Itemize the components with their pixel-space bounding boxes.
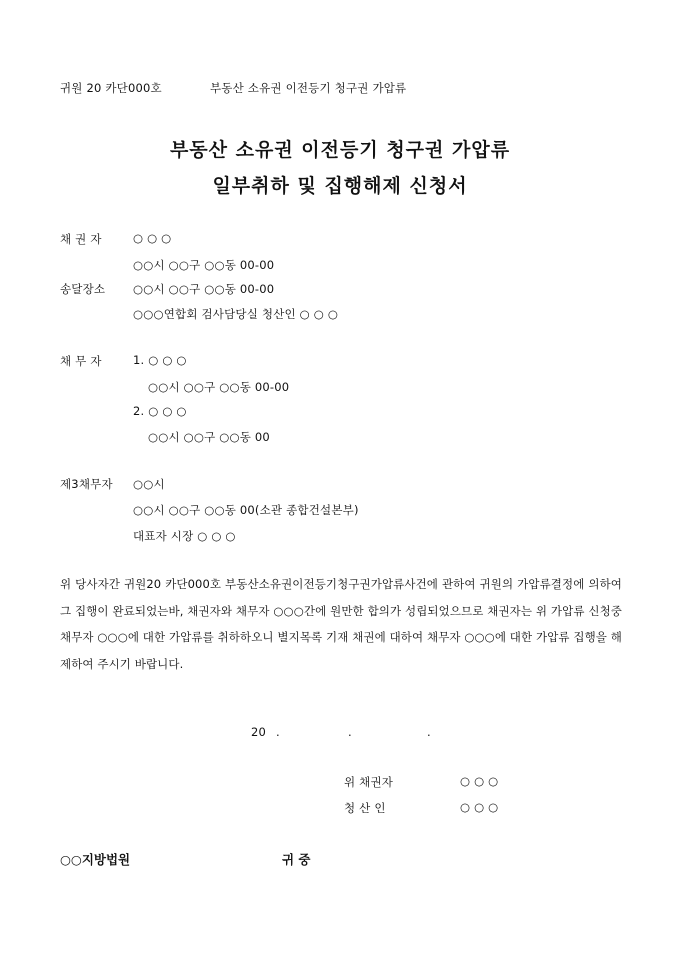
- third-debtor-label: 제3채무자: [60, 477, 113, 491]
- delivery-label: 송달장소: [60, 282, 106, 296]
- debtor-label: 채 무 자: [60, 354, 102, 368]
- delivery-detail: ○○○연합회 검사담당실 청산인 ○ ○ ○: [133, 307, 339, 321]
- signature-creditor-label: 위 채권자: [344, 775, 394, 789]
- date-dot-day: .: [427, 725, 431, 739]
- delivery-address: ○○시 ○○구 ○○동 00-00: [133, 282, 275, 296]
- court-name: ○○지방법원: [60, 852, 131, 867]
- debtor-2-name: 2. ○ ○ ○: [133, 404, 187, 418]
- court-honorific: 귀 중: [282, 852, 311, 867]
- document-title-line1: 부동산 소유권 이전등기 청구권 가압류: [169, 139, 511, 161]
- creditor-name: ○ ○ ○: [133, 231, 172, 245]
- request-body-text: 위 당사자간 귀원20 카단000호 부동산소유권이전등기청구권가압류사건에 관하여 귀원의 가압류결정에 의하여 그 집행이 완료되었는바, 채권자와 채무자 ○○○간에 원만한 합의가 성립되었으므로 채권자는 위 가압류 신청중 채무자 ○○○에 대한 가압류를 취하하오니 별지목록 기재 채권에 대하여 채무자 ○○○에 대한 가압류 집행을 해제하여 주시기 바랍니다.: [60, 577, 622, 671]
- creditor-label: 채 권 자: [60, 232, 102, 246]
- signature-creditor-name: ○ ○ ○: [460, 774, 499, 788]
- case-reference: 귀원 20 카단000호: [60, 81, 162, 95]
- date-dot-year: .: [276, 725, 280, 739]
- third-debtor-representative: 대표자 시장 ○ ○ ○: [133, 529, 236, 543]
- third-debtor-address: ○○시 ○○구 ○○동 00(소관 종합건설본부): [133, 503, 359, 517]
- signature-liquidator-label: 청 산 인: [344, 801, 386, 815]
- debtor-2-address: ○○시 ○○구 ○○동 00: [148, 430, 270, 444]
- header-subject: 부동산 소유권 이전등기 청구권 가압류: [210, 81, 407, 95]
- date-dot-month: .: [348, 725, 352, 739]
- third-debtor-name: ○○시: [133, 477, 165, 491]
- signature-liquidator-name: ○ ○ ○: [460, 800, 499, 814]
- date-year: 20: [251, 725, 267, 739]
- document-title-line2: 일부취하 및 집행해제 신청서: [212, 175, 468, 197]
- debtor-1-address: ○○시 ○○구 ○○동 00-00: [148, 380, 290, 394]
- creditor-address: ○○시 ○○구 ○○동 00-00: [133, 258, 275, 272]
- debtor-1-name: 1. ○ ○ ○: [133, 353, 187, 367]
